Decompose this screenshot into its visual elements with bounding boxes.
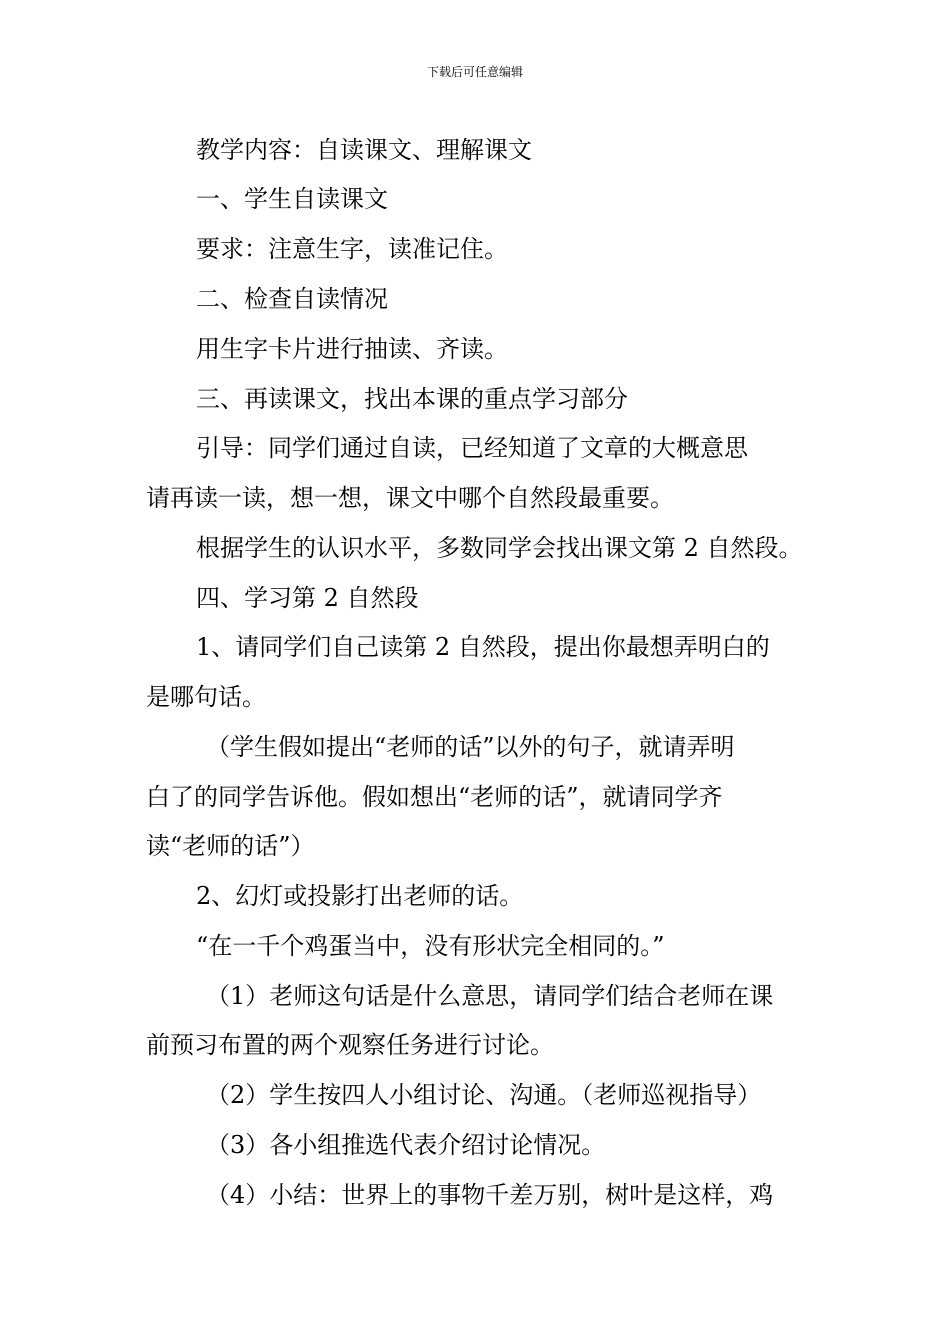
text-line: 是哪句话。 — [146, 683, 266, 711]
text-line: “在一千个鸡蛋当中，没有形状完全相同的。” — [196, 932, 665, 960]
text-line: 引导：同学们通过自读，已经知道了文章的大概意思 — [196, 434, 748, 462]
text-line: 用生字卡片进行抽读、齐读。 — [196, 335, 508, 363]
text-line: （1）老师这句话是什么意思，请同学们结合老师在课 — [206, 982, 774, 1010]
text-line: 根据学生的认识水平，多数同学会找出课文第 2 自然段。 — [196, 534, 803, 562]
text-line: 四、学习第 2 自然段 — [196, 584, 419, 612]
text-line: 前预习布置的两个观察任务进行讨论。 — [146, 1031, 554, 1059]
text-line: 一、学生自读课文 — [196, 185, 388, 213]
text-line: 要求：注意生字，读准记住。 — [196, 235, 508, 263]
text-line: （4）小结：世界上的事物千差万别，树叶是这样，鸡 — [206, 1181, 774, 1209]
text-line: 三、再读课文，找出本课的重点学习部分 — [196, 385, 628, 413]
page-header: 下载后可任意编辑 — [426, 65, 523, 79]
text-line: （学生假如提出“老师的话”以外的句子，就请弄明 — [206, 733, 735, 761]
text-line: 1、请同学们自己读第 2 自然段，提出你最想弄明白的 — [196, 633, 770, 661]
text-line: （3）各小组推选代表介绍讨论情况。 — [206, 1131, 606, 1159]
text-line: 读“老师的话”） — [146, 832, 315, 860]
text-line: 教学内容：自读课文、理解课文 — [196, 136, 532, 164]
text-line: 请再读一读，想一想，课文中哪个自然段最重要。 — [146, 484, 674, 512]
text-line: （2）学生按四人小组讨论、沟通。（老师巡视指导） — [206, 1081, 762, 1109]
text-line: 二、检查自读情况 — [196, 285, 388, 313]
text-line: 白了的同学告诉他。假如想出“老师的话”，就请同学齐 — [146, 783, 723, 811]
text-line: 2、幻灯或投影打出老师的话。 — [196, 882, 524, 910]
